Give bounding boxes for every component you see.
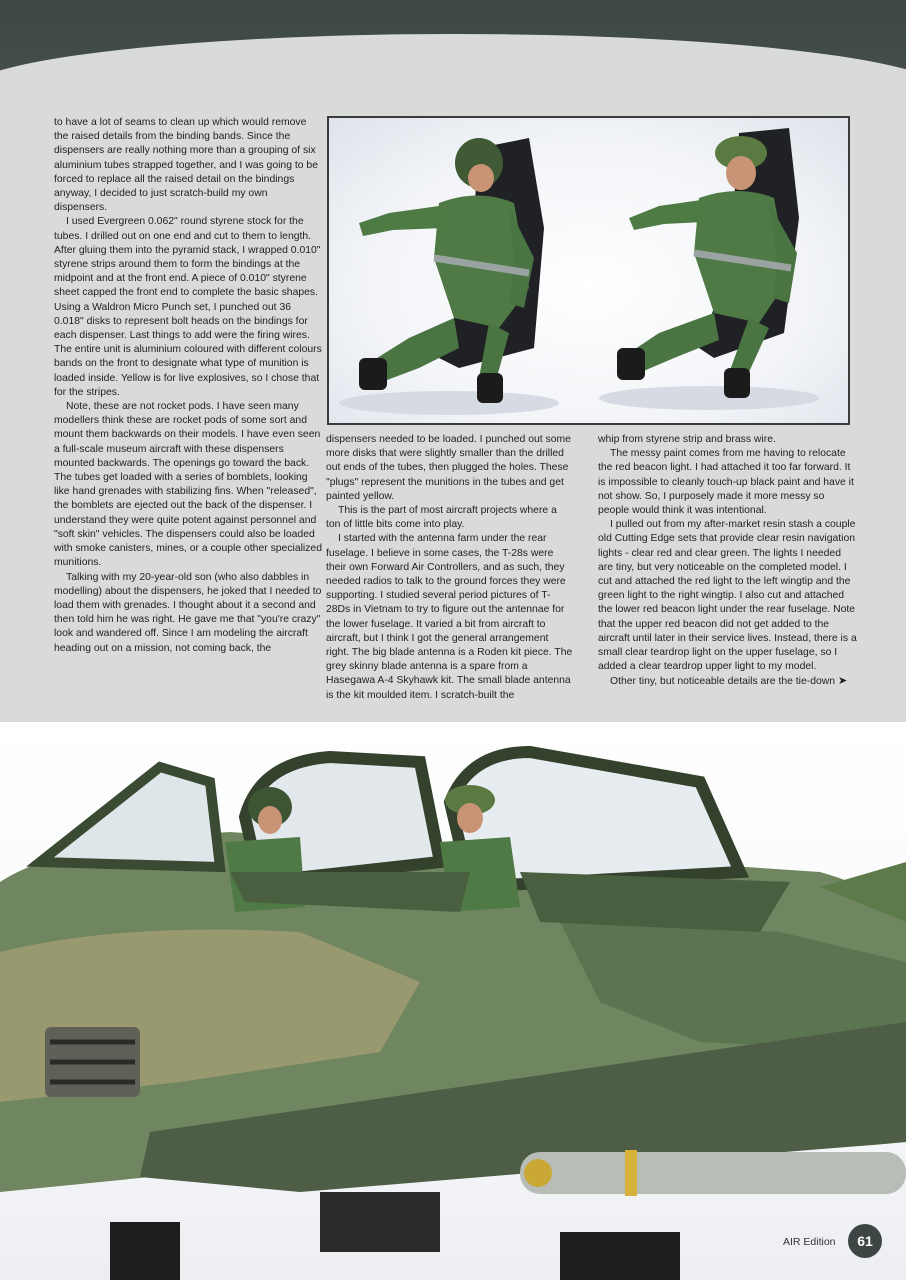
paragraph: I used Evergreen 0.062" round styrene stock for the tubes. I drilled out on one end and cut to them to length. After gluing them into the pyramid stack, I wrapped 0.010" styrene strips around them to form the bindings at the midpoint and at the front end. A piece of 0.010" styrene sheet capped the front end to complete the basic shapes. Using a Waldron Micro Punch set, I punched out 36 0.018" disks to represent bolt heads on the bindings for each dispenser. Last things to add were the firing wires. The entire unit is aluminium coloured with different colours bands on the front to designate what type of munition is loaded inside. Yellow is for live explosives, so I chose that for the stripes. (54, 216, 322, 398)
paragraph: The messy paint comes from me having to relocate the red beacon light. I had attached it too far forward. It is impossible to cleanly touch-up black paint and have it not show. So, I purposely made it more messy so people would think it was intentional. (598, 448, 854, 517)
gear-door (320, 1192, 440, 1252)
paragraph: dispensers needed to be loaded. I punched out some more disks that were slightly smaller than the drilled out ends of the tubes, then plugged the holes. These "plugs" represent the munitions in the tubes and get painted yellow. (326, 434, 571, 502)
article-column-3 (598, 433, 858, 690)
pilot-face (258, 806, 282, 834)
publication-name: AIR Edition (783, 1236, 836, 1248)
shadow (599, 386, 819, 410)
paragraph: Note, these are not rocket pods. I have seen many modellers think these are rocket pods of some sort and mount them backwards on their models. I have even seen a full-scale museum aircraft with these dispensers mounted backwards. The openings go toward the back. The tubes get loaded with a series of bomblets, looking like hand grenades with stabilizing fins. When "released", the bomblets are ejected out the back of the dispenser. I understand they were quite potent against personnel and "soft skin" vehicles. The dispensers could also be loaded with smoke canisters, mines, or a couple other specialized munitions. (54, 401, 322, 569)
paragraph: Talking with my 20-year-old son (who also dabbles in modelling) about the dispensers, he joked that I needed to load them with grenades. I thought about it a second and then told him he was right. He gave me that "you're crazy" look and wandered off. Since I am modeling the aircraft heading out on a mission, not coming back, the (54, 571, 322, 654)
aircraft-cockpit-photo (0, 722, 906, 1280)
pilot-figures-photo (327, 116, 850, 425)
shadow (339, 391, 559, 415)
paragraph: I pulled out from my after-market resin stash a couple old Cutting Edge sets that provide clear resin navigation lights - clear red and clear green. The lights I needed are tiny, but very noticeable on the completed model. I cut and attached the red light to the left wingtip and the green light to the right wingtip. I also cut and attached the lower red beacon light under the rear fuselage. Note that the upper red beacon did not get added to the aircraft until later in their service lives. Instead, there is a small clear teardrop light on the upper fuselage, so I added a clear teardrop upper light to my model. (598, 519, 857, 673)
page-number: 61 (848, 1224, 882, 1258)
pilot-figures-illustration (329, 118, 848, 423)
paragraph: to have a lot of seams to clean up which would remove the raised details from the binding bands. Since the dispensers are really nothing more than a grouping of six aluminium tubes strapped together, and I was going to be forced to replace all the raised detail on the bindings anyway, I decided to just scratch-build my own dispensers. (54, 117, 318, 214)
article-column-1 (54, 116, 322, 656)
article-column-2 (326, 433, 573, 703)
pilot-face (457, 803, 483, 833)
paragraph: I started with the antenna farm under the rear fuselage. I believe in some cases, the T-28s were their own Forward Air Controllers, and as such, they needed radios to talk to the ground forces they were supporting. I studied several period pictures of T-28Ds in Vietnam to try to figure out the antennae for the lower fuselage. It varied a bit from aircraft to aircraft, but I think I got the general arrangement right. The big blade antenna is a Roden kit piece. The grey skinny blade antenna is a spare from a Hasegawa A-4 Skyhawk kit. The small blade antenna is the kit moulded item. I scratch-built the (326, 533, 573, 701)
landing-gear (110, 1222, 180, 1280)
continue-arrow-icon: ➤ (837, 675, 848, 688)
paragraph-text: Other tiny, but noticeable details are the tie-down (610, 676, 836, 688)
paragraph: whip from styrene strip and brass wire. (598, 434, 776, 445)
paragraph: This is the part of most aircraft projects where a ton of little bits come into play. (326, 505, 557, 531)
aircraft-illustration (0, 722, 906, 1280)
dispenser-yellow-band (625, 1150, 637, 1196)
landing-gear (560, 1232, 680, 1280)
dispenser-nose (524, 1159, 552, 1187)
munitions-dispenser (520, 1152, 906, 1194)
paragraph (598, 674, 858, 689)
windscreen (40, 767, 220, 867)
